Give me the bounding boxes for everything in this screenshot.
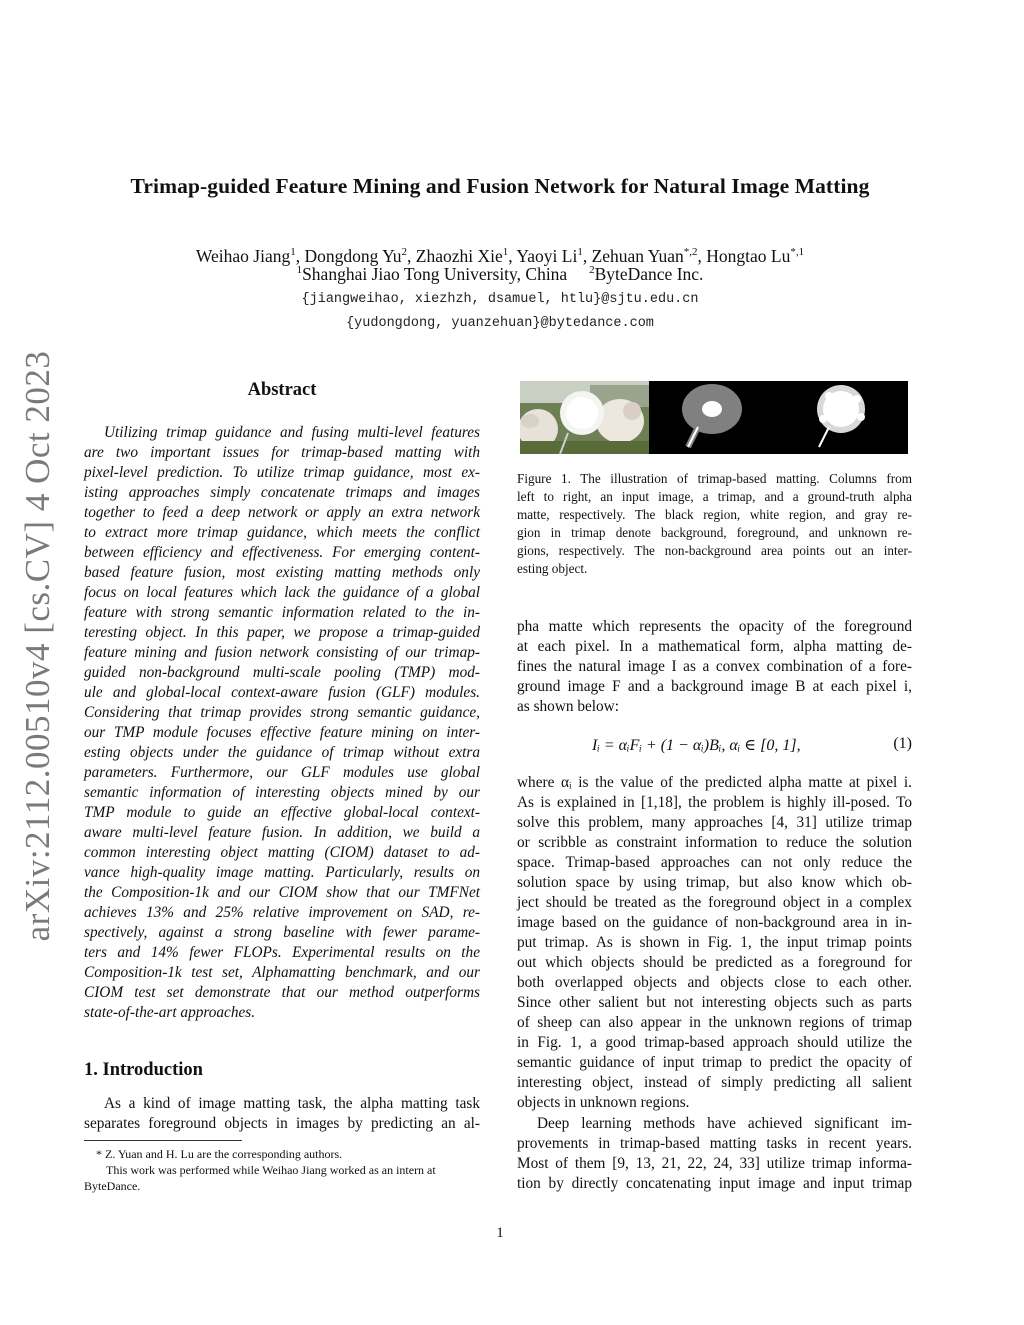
body-line: as shown below:	[517, 698, 619, 715]
abstract-line: state-of-the-art approaches.	[84, 1004, 256, 1021]
body-line: provements in trimap-based matting tasks in recent years.	[517, 1135, 912, 1152]
body-line: ject should be treated as the foreground object in a complex	[517, 894, 912, 911]
email-line: {jiangweihao, xiezhzh, dsamuel, htlu}@sjtu.edu.cn	[301, 292, 699, 307]
affiliation: ByteDance Inc.	[594, 264, 704, 284]
body-line: semantic guidance of input trimap to predict the opacity of	[517, 1054, 912, 1071]
figure-1-panels	[520, 381, 908, 454]
author-name: Zehuan Yuan	[591, 245, 684, 266]
affiliation: Shanghai Jiao Tong University, China	[302, 264, 568, 284]
abstract-line: vance high-quality image matting. Particularly, results on	[84, 864, 480, 881]
arxiv-stamp: arXiv:2112.00510v4 [cs.CV] 4 Oct 2023	[18, 350, 57, 942]
right-column-para1	[517, 617, 912, 717]
page-number: 1	[496, 1225, 504, 1241]
abstract-line: TMP module to guide an effective global-local context-	[84, 804, 480, 821]
abstract-line: Composition-1k test set, Alphamatting benchmark, and our	[84, 964, 480, 981]
caption-line: gions, respectively. The non-background area points out an inter-	[517, 542, 912, 558]
abstract-line: together to feed a deep network or apply an extra network	[84, 504, 480, 521]
equation-number: (1)	[893, 735, 912, 752]
abstract-line: are two important issues for trimap-based matting with	[84, 444, 480, 461]
caption-line: gion in trimap denote background, foreground, and unknown re-	[517, 524, 912, 540]
author-name: Zhaozhi Xie	[415, 245, 503, 266]
abstract-line: achieves 13% and 25% relative improvement on SAD, re-	[84, 904, 480, 921]
abstract-line: semantic information of interesting objects mined by our	[84, 784, 480, 801]
introduction-heading: 1. Introduction	[84, 1060, 203, 1080]
abstract-line: aware multi-level feature fusion. In addition, we build a	[84, 824, 480, 841]
author-list: Weihao Jiang$^1$, Dongdong Yu$^2$, Zhaozhi Xie$^1$, Yaoyi Li$^1$, Zehuan Yuan$^{*,2}$, Hongtao $Lu^{*,1}$	[195, 245, 805, 266]
abstract-line: isting approaches simply concatenate trimaps and images	[84, 484, 480, 501]
affiliations: $^1$Shanghai Jiao Tong University, China $^2$ByteDance Inc.	[296, 264, 704, 284]
body-line: solve this problem, many approaches [4, 31] utilize trimap	[517, 814, 912, 831]
body-line: image based on the guidance of non-background area in in-	[517, 914, 912, 931]
abstract-line: feature mining and fusion network consisting of our trimap-	[84, 644, 480, 661]
caption-line: matte, respectively. The black region, white region, and gray re-	[517, 506, 912, 522]
body-line: at each pixel. In a mathematical form, alpha matting de-	[517, 638, 912, 655]
body-line: put trimap. As is shown in Fig. 1, the input trimap points	[517, 934, 912, 951]
paper-title: Trimap-guided Feature Mining and Fusion Network for Natural Image Matting	[130, 174, 870, 198]
body-line: fines the natural image I as a convex combination of a fore-	[517, 658, 912, 675]
abstract-line: spectively, against a strong baseline with fewer parame-	[84, 924, 480, 941]
author-name: Yaoyi Li	[516, 245, 578, 266]
right-column-para3	[517, 1114, 912, 1194]
author-name: Weihao Jiang	[195, 245, 291, 266]
abstract-line: feature with strong semantic information related to the in-	[84, 604, 480, 621]
input-image-panel	[520, 381, 649, 454]
abstract-line: ule and global-local context-aware fusion (GLF) modules.	[84, 684, 480, 701]
abstract-line: common interesting object matting (CIOM) dataset to ad-	[84, 844, 480, 861]
author-name: Dongdong Yu	[304, 245, 402, 266]
right-column-para2	[517, 773, 912, 1113]
abstract-body	[84, 423, 480, 1023]
alpha-matte-panel	[779, 381, 908, 454]
body-line: objects in unknown regions.	[517, 1094, 690, 1111]
abstract-line: the Composition-1k and our CIOM show that our TMFNet	[84, 884, 480, 901]
footnote-line: * Z. Yuan and H. Lu are the corresponding authors.	[96, 1147, 343, 1161]
abstract-line: Utilizing trimap guidance and fusing multi-level features	[104, 424, 480, 441]
body-line: Deep learning methods have achieved significant im-	[537, 1115, 912, 1132]
footnote-line: ByteDance.	[84, 1179, 141, 1193]
abstract-line: ters and 14% fewer FLOPs. Experimental results on the	[84, 944, 480, 961]
body-line: Since other salient but not interesting objects such as parts	[517, 994, 912, 1011]
abstract-line: based feature fusion, most existing matting methods only	[84, 564, 480, 581]
body-line: in Fig. 1, a good trimap-based approach should utilize the	[517, 1034, 912, 1051]
body-line: space. Trimap-based approaches can not only reduce the	[517, 854, 912, 871]
abstract-line: our TMP module focuses effective feature mining on inter-	[84, 724, 480, 741]
abstract-line: to extract more trimap guidance, which meets the conflict	[84, 524, 480, 541]
figure-1	[520, 381, 908, 454]
body-line: out which objects should be predicted as a foreground for	[517, 954, 912, 971]
caption-line: esting object.	[517, 560, 588, 576]
body-line: interesting object, instead of simply predicting all salient	[517, 1074, 912, 1091]
body-line: or scribble as constraint information to reduce the solution	[517, 834, 912, 851]
body-line: where αᵢ is the value of the predicted alpha matte at pixel i.	[517, 774, 912, 791]
abstract-line: CIOM test set demonstrate that our method outperforms	[84, 984, 480, 1001]
figure-1-caption	[517, 470, 912, 577]
intro-line: separates foreground objects in images by predicting an al-	[84, 1115, 480, 1132]
footnote-rule	[84, 1140, 242, 1141]
abstract-line: focus on local features which lack the guidance of a global	[84, 584, 480, 601]
abstract-line: parameters. Furthermore, our GLF modules use global	[84, 764, 480, 781]
footnote-line: This work was performed while Weihao Jiang worked as an intern at	[106, 1163, 436, 1177]
abstract-line: between efficiency and effectiveness. For emerging content-	[84, 544, 480, 561]
caption-line: Figure 1. The illustration of trimap-based matting. Columns from	[517, 471, 912, 486]
abstract-line: esting objects under the guidance of trimap without extra	[84, 744, 480, 761]
body-line: pha matte which represents the opacity of the foreground	[517, 618, 912, 635]
caption-line: left to right, an input image, a trimap, and a ground-truth alpha	[517, 488, 912, 504]
equation-text: Iᵢ = αᵢFᵢ + (1 − αᵢ)Bᵢ, αᵢ ∈ [0, 1],	[592, 737, 801, 754]
body-line: As is explained in [1,18], the problem is highly ill-posed. To	[517, 794, 912, 811]
body-line: ground image F and a background image B at each pixel i,	[517, 678, 912, 695]
body-line: of sheep can also appear in the unknown regions of trimap	[517, 1014, 912, 1031]
intro-line: As a kind of image matting task, the alpha matting task	[104, 1095, 480, 1112]
footnotes	[84, 1146, 480, 1194]
body-line: solution space by using trimap, but also know which ob-	[517, 874, 912, 891]
author-name: Hongtao Lu	[706, 245, 791, 266]
body-line: tion by directly concatenating input image and input trimap	[517, 1175, 912, 1192]
body-line: both overlapped objects and objects close to each other.	[517, 974, 912, 991]
abstract-line: pixel-level prediction. To utilize trimap guidance, most ex-	[84, 464, 480, 481]
abstract-line: Considering that trimap provides strong semantic guidance,	[84, 704, 480, 721]
abstract-line: guided non-background multi-scale pooling (TMP) mod-	[84, 664, 480, 681]
body-line: Most of them [9, 13, 21, 22, 24, 33] utilize trimap informa-	[517, 1155, 912, 1172]
abstract-line: teresting object. In this paper, we propose a trimap-guided	[84, 624, 480, 641]
email-line: {yudongdong, yuanzehuan}@bytedance.com	[346, 316, 654, 331]
introduction-body	[84, 1094, 480, 1134]
abstract-heading: Abstract	[247, 380, 317, 400]
trimap-panel	[650, 381, 778, 454]
